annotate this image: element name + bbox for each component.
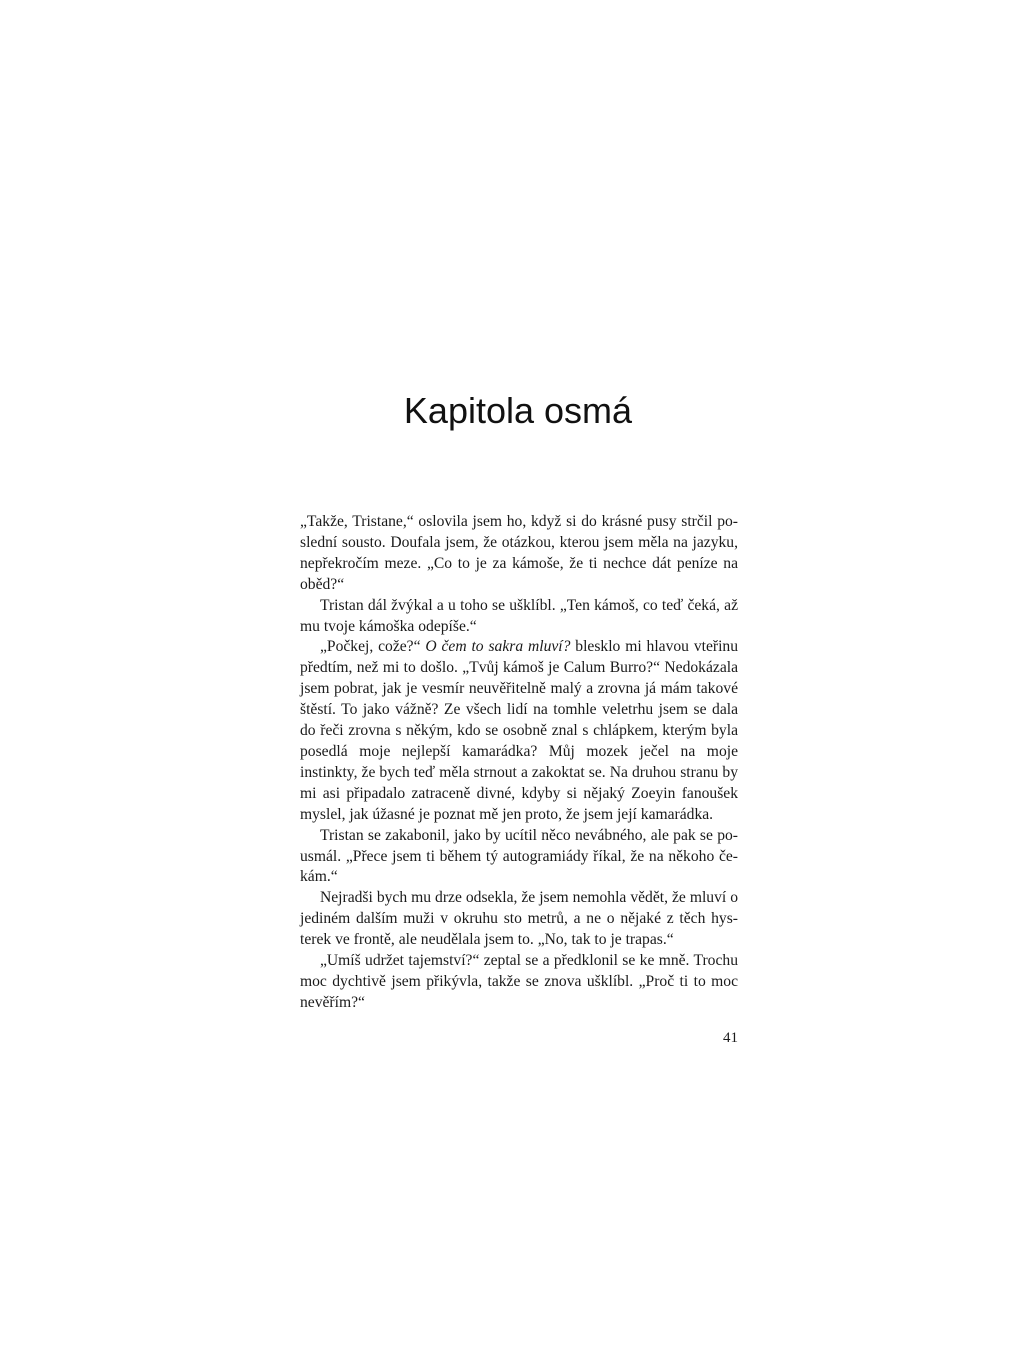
paragraph-3-rest: blesklo mi hlavou vteřinu předtím, než mi to došlo. „Tvůj kámoš je Calum Burro?“ Nedokázala jsem pobrat, jak je vesmír neuvěřitelně malý a zrovna já mám takové štěstí. To jako vážně? Ze všech lidí na tomhle veletrhu jsem se dala do řeči zrovna s někým, kdo se osobně znal s chlápkem, kterým byla posedlá moje nejlepší kamarádka? Můj mozek ječel na moje instinkty, že bych teď měla strnout a zakoktat se. Na druhou stranu by mi asi připadalo zatraceně divné, kdyby si nějaký Zoeyin fanoušek myslel, jak úžasné je poznat mě jen proto, že jsem její kamarádka.	[300, 638, 738, 823]
paragraph-4: Tristan se zakabonil, jako by ucítil něco nevábného, ale pak se pousmál. „Přece jsem ti během tý autogramiády říkal, že na někoho čekám.“	[300, 826, 738, 886]
paragraph-1: „Takže, Tristane,“ oslovila jsem ho, když si do krásné pusy strčil poslední sousto. Doufala jsem, že otázkou, kterou jsem měla na jazyku, nepřekročím meze. „Co to je za kámoše, že ti nechce dát peníze na oběd?“	[300, 513, 738, 593]
paragraph-3	[300, 637, 738, 825]
paragraph-6: „Umíš udržet tajemství?“ zeptal se a předklonil se ke mně. Trochu moc dychtivě jsem přikývla, takže se znova ušklíbl. „Proč ti to moc nevěřím?“	[300, 952, 738, 1011]
paragraph-3-italic-thought: O čem to sakra mluví?	[425, 638, 571, 656]
paragraph-2: Tristan dál žvýkal a u toho se ušklíbl. „Ten kámoš, co teď čeká, až mu tvoje kámoška odepíše.“	[300, 596, 738, 635]
chapter-title: Kapitola osmá	[403, 390, 633, 431]
paragraph-5: Nejradši bych mu drze odsekla, že jsem nemohla vědět, že mluví o jediném dalším muži v okruhu sto metrů, a ne o nějaké z těch hysterek ve frontě, ale neudělala jsem to. „No, tak to je trapas.“	[300, 889, 738, 949]
page-number: 41	[723, 1030, 738, 1046]
paragraph-3-lead: „Počkej, cože?“	[320, 638, 426, 656]
chapter-body	[300, 512, 738, 1014]
